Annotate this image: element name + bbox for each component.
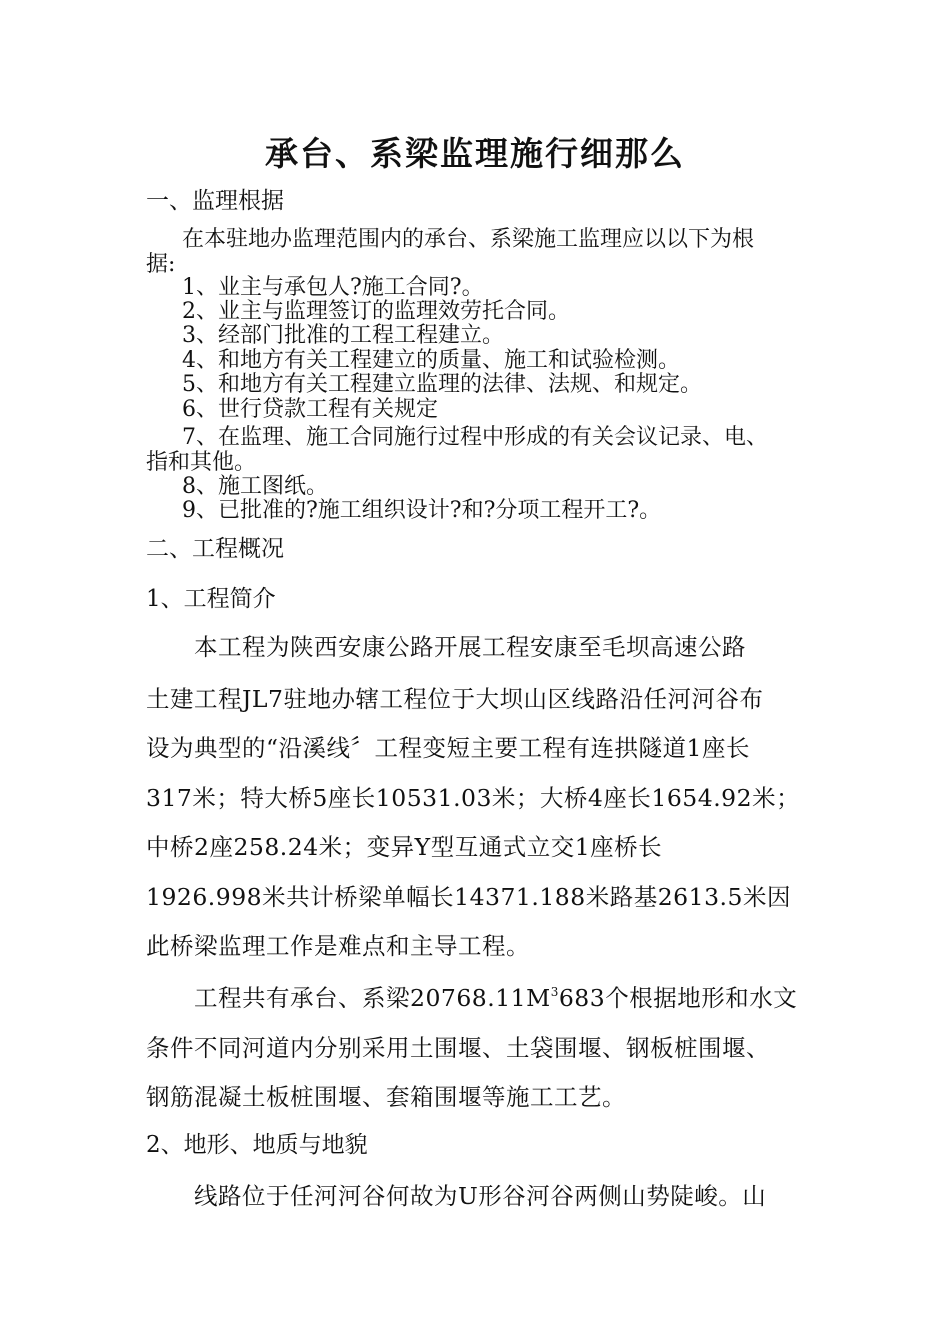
basis-item: 8、施工图纸。 (182, 474, 328, 499)
basis-item: 9、已批准的?施工组织设计?和?分项工程开工?。 (182, 498, 662, 523)
basis-intro-line-1: 在本驻地办监理范围内的承台、系梁施工监理应以以下为根 (182, 227, 755, 252)
paragraph-line: 317米；特大桥5座长10531.03米；大桥4座长1654.92米； (146, 784, 801, 812)
paragraph-line: 中桥2座258.24米；变异Y型互通式立交1座桥长 (146, 833, 663, 861)
basis-item: 3、经部门批准的工程工程建立。 (182, 323, 504, 348)
paragraph-line (194, 983, 797, 1013)
basis-item: 2、业主与监理签订的监理效劳托合同。 (182, 299, 570, 324)
paragraph-line: 1926.998米共计桥梁单幅长14371.188米路基2613.5米因 (146, 883, 791, 911)
paragraph-line: 设为典型的“沿溪线〞工程变短主要工程有连拱隧道1座长 (146, 734, 750, 762)
paragraph-line: 钢筋混凝土板桩围堰、套箱围堰等施工工艺。 (146, 1083, 626, 1111)
basis-item: 7、在监理、施工合同施行过程中形成的有关会议记录、电、 (182, 425, 768, 450)
paragraph-text: 683个根据地形和水文 (558, 984, 798, 1012)
paragraph-line: 此桥梁监理工作是难点和主导工程。 (146, 932, 530, 960)
basis-item: 5、和地方有关工程建立监理的法律、法规、和规定。 (182, 372, 702, 397)
paragraph-line: 线路位于任河河谷何故为U形谷河谷两侧山势陡峻。山 (194, 1182, 767, 1210)
basis-item: 6、世行贷款工程有关规定 (182, 397, 438, 422)
superscript-3: 3 (550, 985, 559, 999)
basis-item: 1、业主与承包人?施工合同?。 (182, 275, 484, 300)
basis-intro-line-2: 据: (146, 252, 176, 277)
paragraph-line: 条件不同河道内分别采用土围堰、土袋围堰、钢板桩围堰、 (146, 1034, 770, 1062)
basis-item-continuation: 指和其他。 (146, 450, 257, 475)
basis-item: 4、和地方有关工程建立的质量、施工和试验检测。 (182, 348, 680, 373)
subsection-heading-intro: 1、工程简介 (146, 586, 276, 612)
paragraph-text: 工程共有承台、系梁20768.11M (194, 984, 551, 1012)
section-heading-overview: 二、工程概况 (146, 536, 284, 562)
subsection-heading-terrain: 2、地形、地质与地貌 (146, 1132, 368, 1158)
section-heading-basis: 一、监理根据 (146, 188, 284, 214)
document-title: 承台、系梁监理施行细那么 (265, 134, 685, 173)
paragraph-line: 本工程为陕西安康公路开展工程安康至毛坝高速公路 (194, 633, 746, 661)
paragraph-line: 土建工程JL7驻地办辖工程位于大坝山区线路沿任河河谷布 (146, 685, 764, 713)
